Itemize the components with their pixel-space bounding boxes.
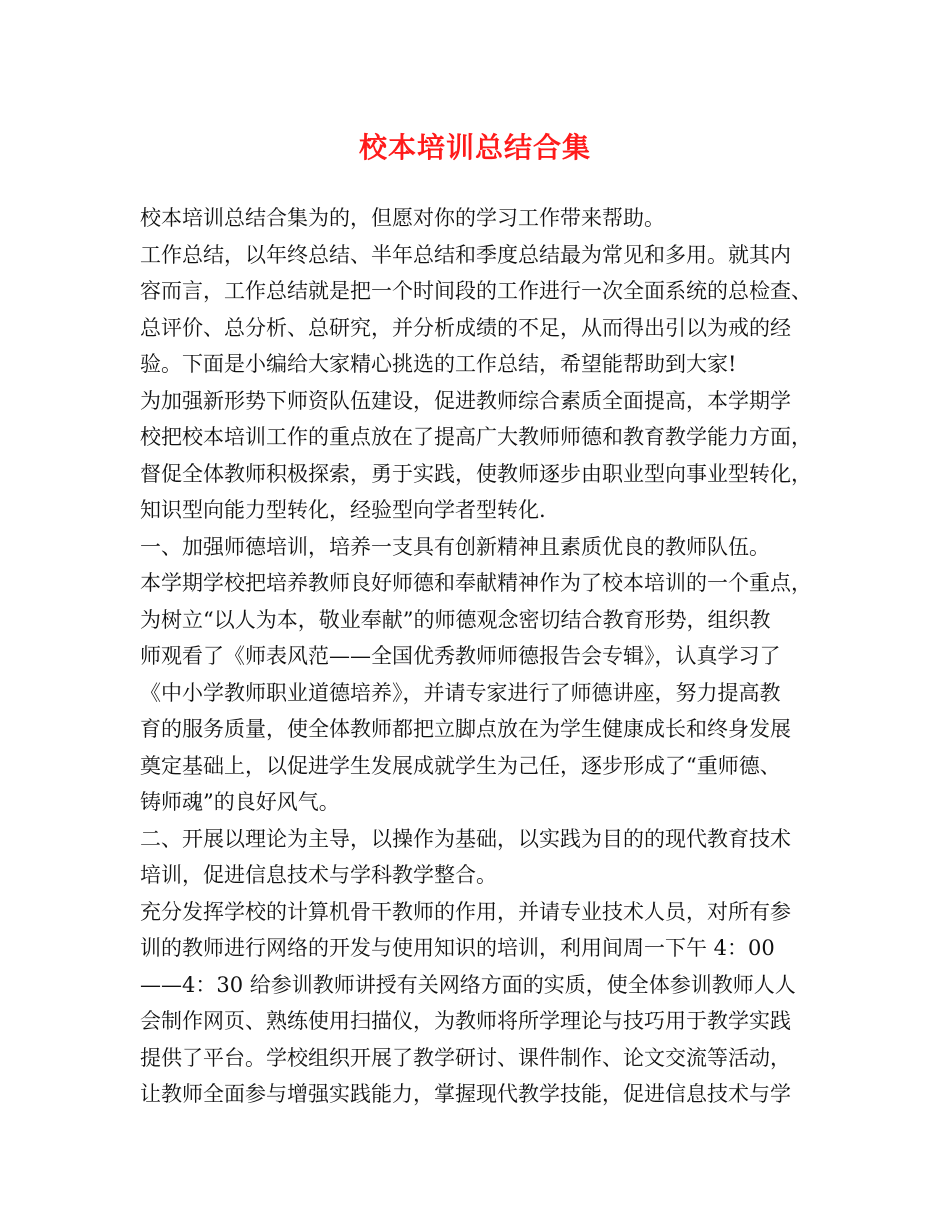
document-title: 校本培训总结合集: [358, 131, 591, 164]
text-line: 本学期学校把培养教师良好师德和奉献精神作为了校本培训的一个重点，: [140, 571, 812, 595]
text-line: 会制作网页、熟练使用扫描仪，为教师将所学理论与技巧用于教学实践: [140, 1009, 791, 1033]
text-line: 充分发挥学校的计算机骨干教师的作用，并请专业技术人员，对所有参: [140, 899, 791, 924]
text-line: 验。下面是小编给大家精心挑选的工作总结，希望能帮助到大家!: [140, 352, 737, 376]
text-line: 让教师全面参与增强实践能力，掌握现代教学技能，促进信息技术与学: [140, 1082, 791, 1106]
section-heading: 一、加强师德培训，培养一支具有创新精神且素质优良的教师队伍。: [140, 534, 770, 559]
text-line: ——4：30 给参训教师讲授有关网络方面的实质，使全体参训教师人人: [140, 972, 796, 997]
text-line: 为树立“以人为本，敬业奉献”的师德观念密切结合教育形势，组织教: [140, 607, 771, 632]
text-line: 总评价、总分析、总研究，并分析成绩的不足，从而得出引以为戒的经: [140, 315, 791, 340]
section-heading: 二、开展以理论为主导，以操作为基础，以实践为目的的现代教育技术: [140, 826, 791, 851]
text-line: 校本培训总结合集为的，但愿对你的学习工作带来帮助。: [140, 206, 665, 230]
text-line: 师观看了《师表风范——全国优秀教师师德报告会专辑》，认真学习了: [140, 644, 781, 668]
text-line: 知识型向能力型转化，经验型向学者型转化.: [140, 498, 546, 522]
document-body: [140, 200, 815, 1113]
section-heading: 培训，促进信息技术与学科教学整合。: [140, 863, 497, 887]
text-line: 训的教师进行网络的开发与使用知识的培训，利用间周一下午 4：00: [140, 936, 775, 960]
text-line: 育的服务质量，使全体教师都把立脚点放在为学生健康成长和终身发展: [140, 717, 791, 741]
text-line: 督促全体教师积极探索，勇于实践，使教师逐步由职业型向事业型转化，: [140, 461, 812, 486]
text-line: 工作总结，以年终总结、半年总结和季度总结最为常见和多用。就其内: [140, 242, 791, 267]
text-line: 校把校本培训工作的重点放在了提高广大教师师德和教育教学能力方面，: [140, 425, 812, 449]
text-line: 奠定基础上，以促进学生发展成就学生为己任，逐步形成了“重师德、: [140, 753, 781, 778]
text-line: 提供了平台。学校组织开展了教学研讨、课件制作、论文交流等活动，: [140, 1045, 791, 1070]
text-line: 《中小学教师职业道德培养》，并请专家进行了师德讲座，努力提高教: [140, 680, 781, 705]
text-line: 容而言，工作总结就是把一个时间段的工作进行一次全面系统的总检查、: [140, 279, 812, 303]
text-line: 铸师魂”的良好风气。: [140, 790, 340, 814]
text-line: 为加强新形势下师资队伍建设，促进教师综合素质全面提高，本学期学: [140, 388, 791, 413]
